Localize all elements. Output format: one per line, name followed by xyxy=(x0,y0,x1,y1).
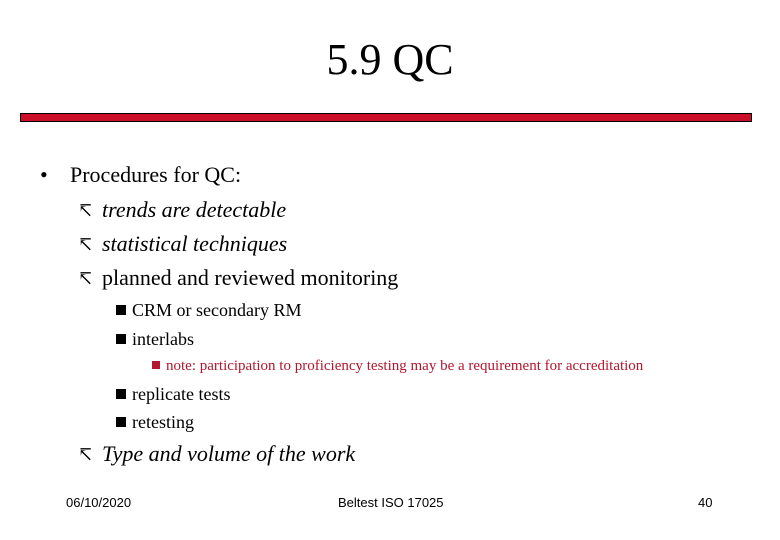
square-bullet-icon xyxy=(152,361,160,369)
monitoring-item xyxy=(116,411,194,433)
footer-date: 06/10/2020 xyxy=(66,495,132,510)
arrow-up-left-icon: ↸ xyxy=(78,269,94,289)
note-item xyxy=(152,356,643,376)
arrow-up-left-icon: ↸ xyxy=(78,235,94,255)
footer-center: Beltest ISO 17025 xyxy=(338,495,444,510)
monitoring-item-text: CRM or secondary RM xyxy=(132,300,302,320)
sub-point-text: statistical techniques xyxy=(102,231,288,256)
sub-point xyxy=(78,196,286,225)
arrow-up-left-icon: ↸ xyxy=(78,201,94,221)
arrow-up-left-icon: ↸ xyxy=(78,445,94,465)
sub-point xyxy=(78,230,287,259)
note-text: note: participation to proficiency testing may be a requirement for accreditation xyxy=(166,358,644,374)
monitoring-item-text: retesting xyxy=(132,412,194,432)
slide-title: 5.9 QC xyxy=(326,35,454,84)
square-bullet-icon xyxy=(116,417,126,427)
square-bullet-icon xyxy=(116,334,126,344)
bullet-icon: • xyxy=(40,162,48,187)
square-bullet-icon xyxy=(116,389,126,399)
sub-point xyxy=(78,440,355,469)
monitoring-item xyxy=(116,328,194,350)
sub-point-text: planned and reviewed monitoring xyxy=(102,265,399,290)
main-point xyxy=(40,161,241,189)
title-rule xyxy=(20,113,752,122)
monitoring-item-text: replicate tests xyxy=(132,384,231,404)
monitoring-item xyxy=(116,383,230,405)
main-point-text: Procedures for QC: xyxy=(70,162,242,187)
sub-point-text: Type and volume of the work xyxy=(102,441,356,466)
monitoring-item xyxy=(116,299,302,321)
square-bullet-icon xyxy=(116,305,126,315)
sub-point xyxy=(78,264,398,293)
page-number: 40 xyxy=(698,495,713,510)
sub-point-text: trends are detectable xyxy=(102,197,287,222)
monitoring-item-text: interlabs xyxy=(132,329,194,349)
